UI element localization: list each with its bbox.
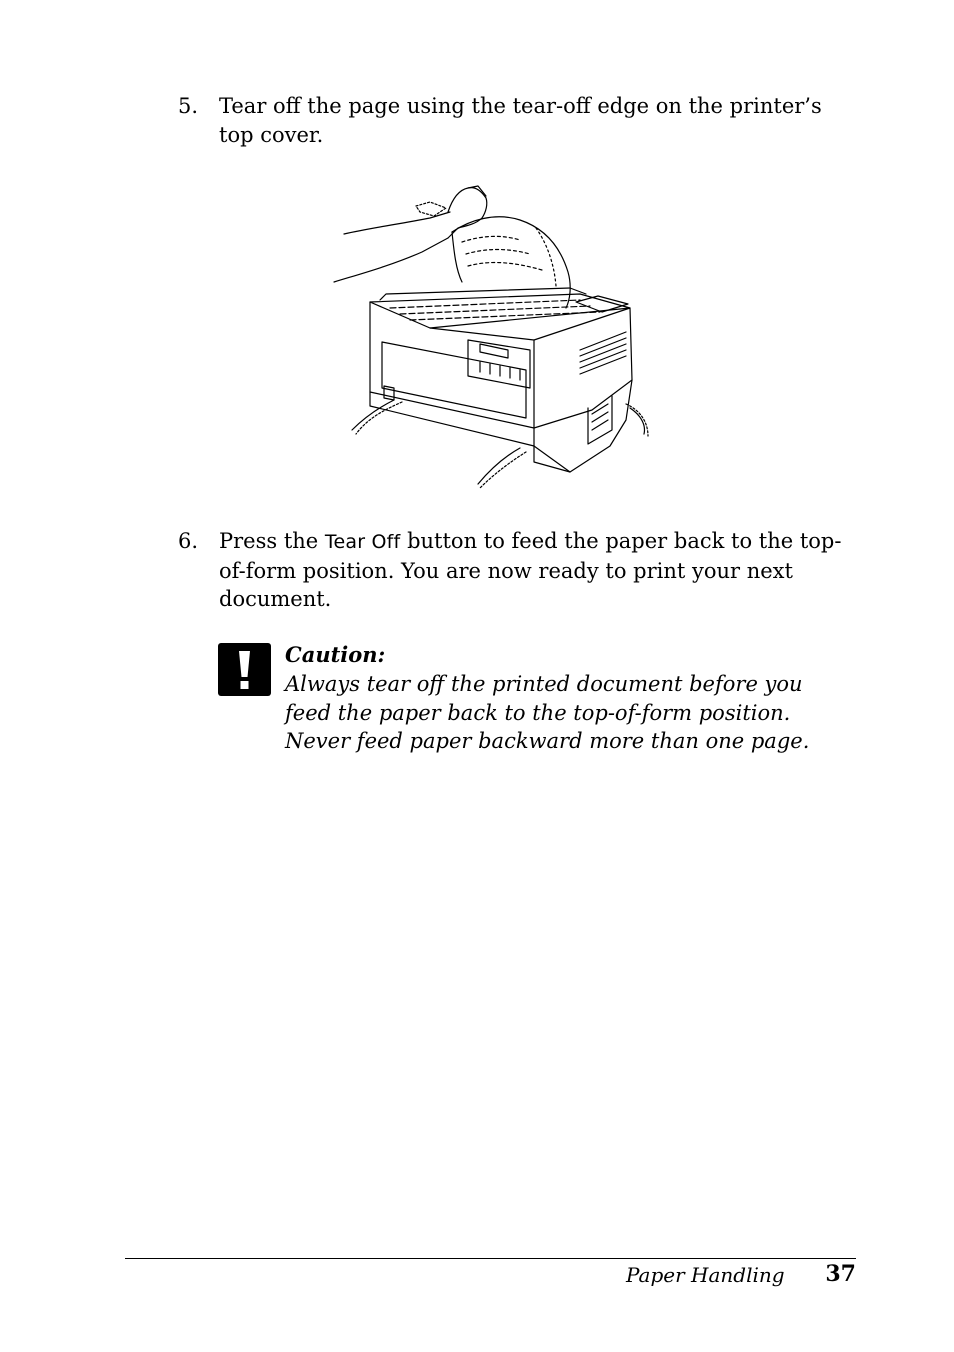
- step-text-after: button to feed the paper back to the top-of-form position. You are now ready to print your next document.: [219, 529, 842, 611]
- step-number: 5.: [178, 94, 199, 118]
- caution-body: Always tear off the printed document before you feed the paper back to the top-of-form position. Never feed paper backward more than one page.: [285, 672, 810, 753]
- step-text-before: Press the: [219, 529, 325, 553]
- exclamation-icon: [218, 643, 271, 696]
- step-text: [219, 527, 859, 614]
- tear-off-button-label: Tear Off: [324, 531, 401, 553]
- printer-tear-off-illustration: [330, 182, 660, 492]
- footer-divider: [125, 1258, 856, 1259]
- footer-section-title: Paper Handling: [626, 1263, 785, 1287]
- step-number: 6.: [178, 529, 199, 553]
- page-number: 37: [825, 1261, 856, 1287]
- caution-title: Caution:: [285, 642, 386, 667]
- step-text: Tear off the page using the tear-off edge on the printer’s top cover.: [219, 94, 822, 147]
